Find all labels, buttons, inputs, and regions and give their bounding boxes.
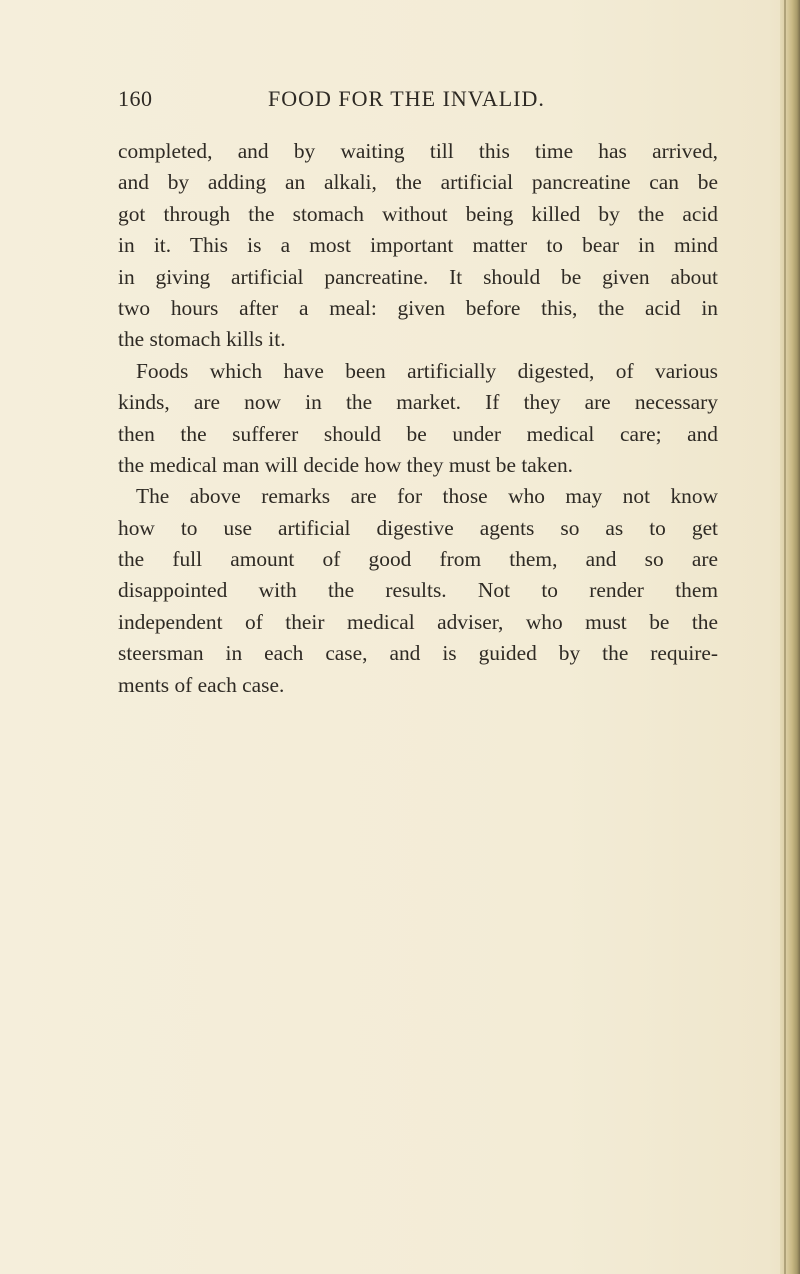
- text-line: the full amount of good from them, and so are: [118, 547, 718, 572]
- page-edge-line: [784, 0, 786, 1274]
- page-edge: [780, 0, 800, 1274]
- text-line: got through the stomach without being killed by the acid: [118, 201, 718, 226]
- text-line: and by adding an alkali, the artificial pancreatine can be: [118, 170, 718, 195]
- running-head: FOOD FOR THE INVALID.: [268, 86, 545, 111]
- text-line: in giving artificial pancreatine. It should be given about: [118, 264, 718, 289]
- text-line: how to use artificial digestive agents so as to get: [118, 515, 718, 540]
- page-number: 160: [118, 86, 153, 111]
- text-line: ments of each case.: [118, 672, 285, 697]
- paragraph-start-line: Foods which have been artificially digested, of various: [136, 358, 718, 383]
- text-line: steersman in each case, and is guided by the require-: [118, 641, 718, 666]
- text-line: independent of their medical adviser, who must be the: [118, 609, 718, 634]
- paragraph-start-line: The above remarks are for those who may not know: [136, 484, 718, 509]
- text-line: kinds, are now in the market. If they are necessary: [118, 390, 718, 415]
- text-line: completed, and by waiting till this time has arrived,: [118, 139, 718, 163]
- body-text: [118, 136, 718, 701]
- text-line: in it. This is a most important matter to bear in mind: [118, 233, 718, 258]
- page-header: [118, 86, 708, 116]
- text-line: two hours after a meal: given before this, the acid in: [118, 295, 718, 320]
- text-line: disappointed with the results. Not to render them: [118, 578, 718, 603]
- text-line: the medical man will decide how they must be taken.: [118, 452, 574, 477]
- text-line: then the sufferer should be under medical care; and: [118, 421, 718, 446]
- text-line: the stomach kills it.: [118, 327, 286, 352]
